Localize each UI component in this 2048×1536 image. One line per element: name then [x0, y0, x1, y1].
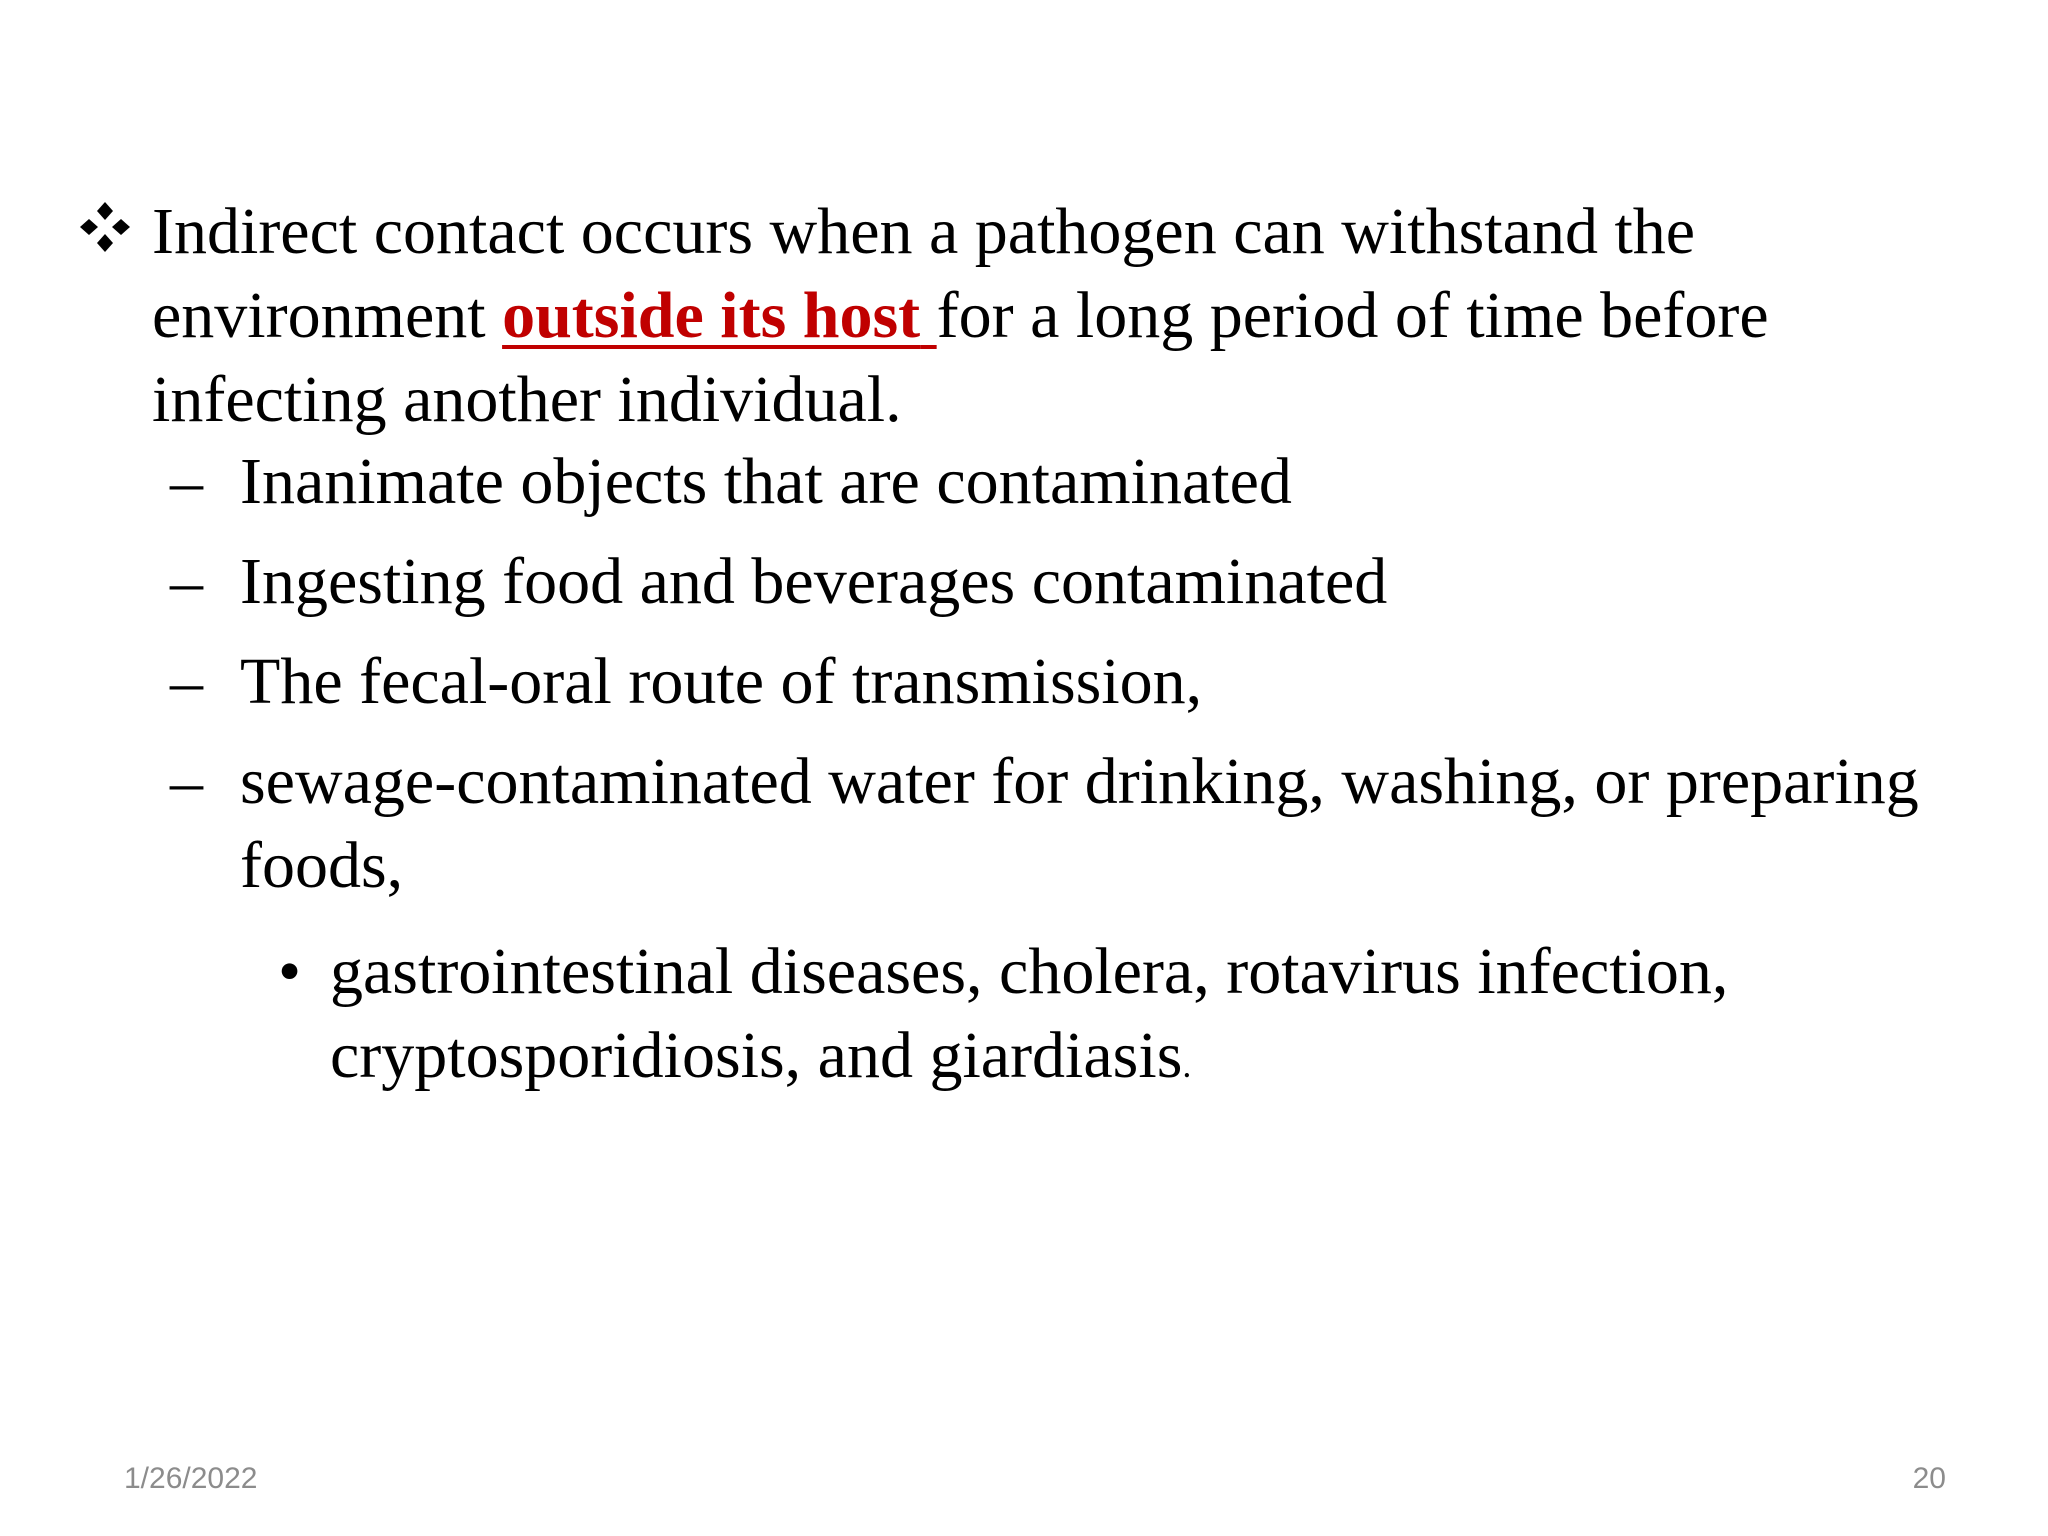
sub-item-inanimate-objects: Inanimate objects that are contaminated: [240, 445, 1292, 518]
diseases-text: gastrointestinal diseases, cholera, rotavirus infection, cryptosporidiosis, and giardiasis: [330, 935, 1729, 1092]
sub-item-sewage-water: sewage-contaminated water for drinking, washing, or preparing foods,: [240, 745, 1919, 902]
bullet-dot-marker: •: [278, 935, 302, 1008]
main-bullet-text: [152, 190, 2002, 442]
dash-marker: –: [170, 645, 203, 718]
diseases-period: .: [1182, 1045, 1192, 1085]
main-bullet-tail: for a long period of time before infecting another individual.: [152, 279, 1769, 436]
third-level-diseases: [330, 930, 1830, 1107]
dash-marker: –: [170, 445, 203, 518]
footer-date: 1/26/2022: [124, 1462, 258, 1495]
sub-item-fecal-oral: The fecal-oral route of transmission,: [240, 645, 1203, 718]
dash-marker: –: [170, 745, 203, 818]
emphasis-underline-space: [920, 279, 937, 352]
footer-page-number: 20: [1912, 1462, 1946, 1495]
main-bullet-lead: Indirect contact occurs when a pathogen can withstand the environment: [152, 195, 1696, 352]
emphasis-outside-host: outside its host: [502, 279, 921, 352]
dash-marker: –: [170, 545, 203, 618]
sub-item-food-beverages: Ingesting food and beverages contaminated: [240, 545, 1388, 618]
four-diamond-bullet-icon: [78, 200, 132, 254]
